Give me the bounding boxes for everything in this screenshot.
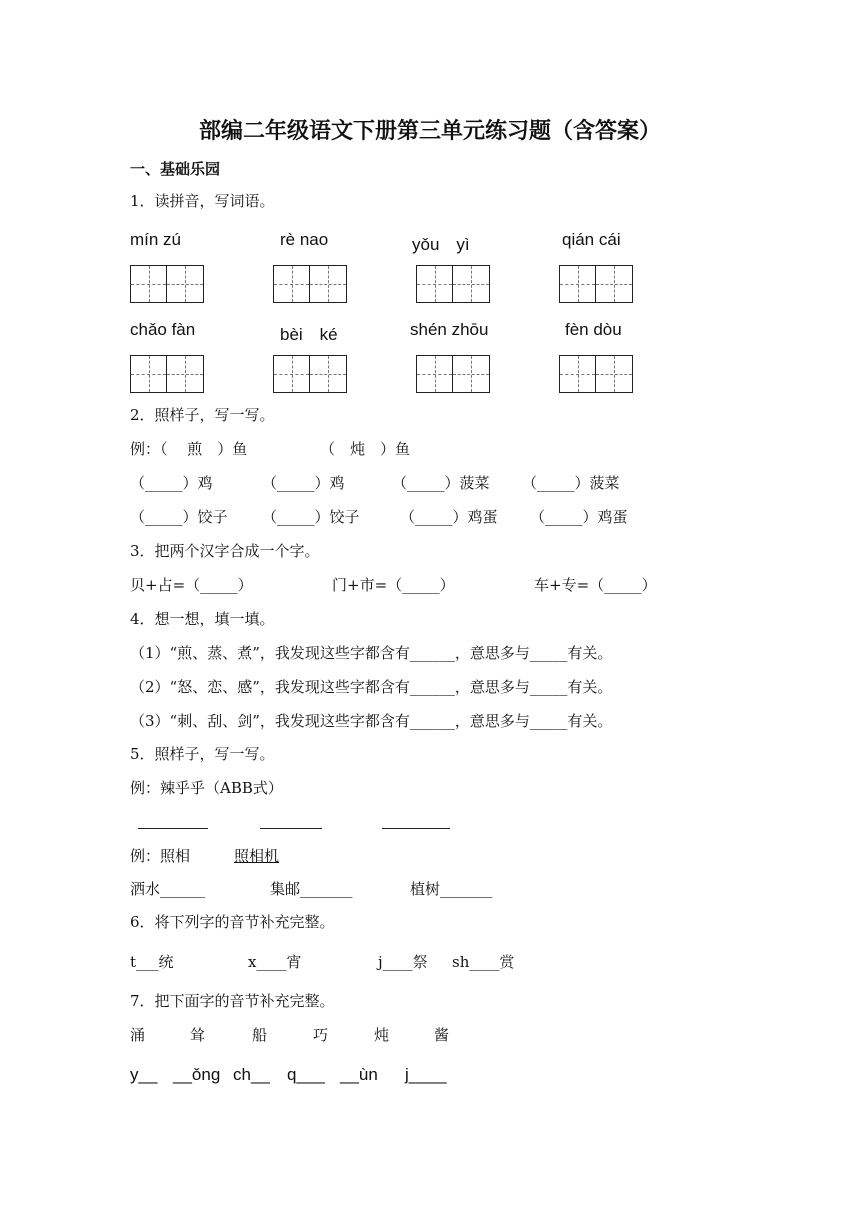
fill-blank[interactable]: 门+市=（_____） xyxy=(332,576,455,594)
example-answer: 照相机 xyxy=(234,847,280,865)
character: 巧 xyxy=(313,1026,329,1044)
fill-blank[interactable]: sh____赏 xyxy=(452,953,515,971)
writing-grid[interactable] xyxy=(273,265,347,303)
answer-line[interactable] xyxy=(260,828,322,829)
fill-blank[interactable]: （_____）鸡蛋 xyxy=(400,508,498,526)
answer-line[interactable] xyxy=(138,828,208,829)
pinyin-label: chǎo fàn xyxy=(130,320,196,339)
fill-blank[interactable]: （_____）鸡 xyxy=(262,474,345,492)
pinyin-label: bèi ké xyxy=(280,325,338,344)
writing-grid[interactable] xyxy=(559,265,633,303)
fill-blank[interactable]: （_____）鸡蛋 xyxy=(530,508,628,526)
question-3-label: 3．把两个汉字合成一个字。 xyxy=(130,542,320,560)
writing-grid[interactable] xyxy=(416,355,490,393)
fill-blank[interactable]: 集邮_______ xyxy=(270,880,353,898)
fill-blank[interactable]: （_____）饺子 xyxy=(130,508,228,526)
fill-blank[interactable]: （2）“怒、恋、感”，我发现这些字都含有______，意思多与_____有关。 xyxy=(130,678,613,696)
pinyin-label: shén zhōu xyxy=(410,320,489,339)
syllable-blank[interactable]: __ǒng xyxy=(173,1065,221,1084)
fill-blank[interactable]: （_____）菠菜 xyxy=(392,474,490,492)
page-title: 部编二年级语文下册第三单元练习题（含答案） xyxy=(198,118,661,144)
question-5-label: 5．照样子，写一写。 xyxy=(130,745,275,763)
question-6-label: 6．将下列字的音节补充完整。 xyxy=(130,913,335,931)
fill-blank[interactable]: 贝+占=（_____） xyxy=(130,576,253,594)
section-heading: 一、基础乐园 xyxy=(130,160,221,178)
syllable-blank[interactable]: q___ xyxy=(287,1065,325,1084)
question-7-label: 7．把下面字的音节补充完整。 xyxy=(130,992,335,1010)
character: 涌 xyxy=(130,1026,146,1044)
question-1-label: 1．读拼音，写词语。 xyxy=(130,192,275,210)
fill-blank[interactable]: 车+专=（_____） xyxy=(534,576,657,594)
pinyin-label: yǒu yì xyxy=(412,235,470,254)
syllable-blank[interactable]: j____ xyxy=(405,1065,447,1084)
example-text: （ 炖 ）鱼 xyxy=(320,440,411,458)
question-4-label: 4．想一想，填一填。 xyxy=(130,610,275,628)
pinyin-label: rè nao xyxy=(280,230,329,249)
writing-grid[interactable] xyxy=(416,265,490,303)
fill-blank[interactable]: t___统 xyxy=(130,953,174,971)
fill-blank[interactable]: 植树_______ xyxy=(410,880,493,898)
example-text: 例：（ 煎 ）鱼 xyxy=(130,440,248,458)
fill-blank[interactable]: （_____）饺子 xyxy=(262,508,360,526)
writing-grid[interactable] xyxy=(273,355,347,393)
character: 耸 xyxy=(190,1026,206,1044)
fill-blank[interactable]: （_____）鸡 xyxy=(130,474,213,492)
fill-blank[interactable]: （_____）菠菜 xyxy=(522,474,620,492)
writing-grid[interactable] xyxy=(559,355,633,393)
fill-blank[interactable]: （1）“煎、蒸、煮”，我发现这些字都含有______，意思多与_____有关。 xyxy=(130,644,613,662)
writing-grid[interactable] xyxy=(130,355,204,393)
answer-line[interactable] xyxy=(382,828,450,829)
pinyin-label: mín zú xyxy=(130,230,182,249)
fill-blank[interactable]: j____祭 xyxy=(378,953,428,971)
character: 炖 xyxy=(374,1026,390,1044)
question-2-label: 2．照样子，写一写。 xyxy=(130,406,275,424)
character: 酱 xyxy=(434,1026,450,1044)
character: 船 xyxy=(252,1026,268,1044)
fill-blank[interactable]: x____宵 xyxy=(248,953,302,971)
fill-blank[interactable]: 洒水______ xyxy=(130,880,206,898)
syllable-blank[interactable]: ch__ xyxy=(233,1065,270,1084)
pinyin-label: fèn dòu xyxy=(565,320,622,339)
syllable-blank[interactable]: y__ xyxy=(130,1065,158,1084)
pinyin-label: qián cái xyxy=(562,230,621,249)
fill-blank[interactable]: （3）“刺、刮、剑”，我发现这些字都含有______，意思多与_____有关。 xyxy=(130,712,613,730)
example-text: 例：照相 xyxy=(130,847,191,865)
example-text: 例：辣乎乎（ABB式） xyxy=(130,779,283,797)
syllable-blank[interactable]: __ùn xyxy=(340,1065,378,1084)
writing-grid[interactable] xyxy=(130,265,204,303)
